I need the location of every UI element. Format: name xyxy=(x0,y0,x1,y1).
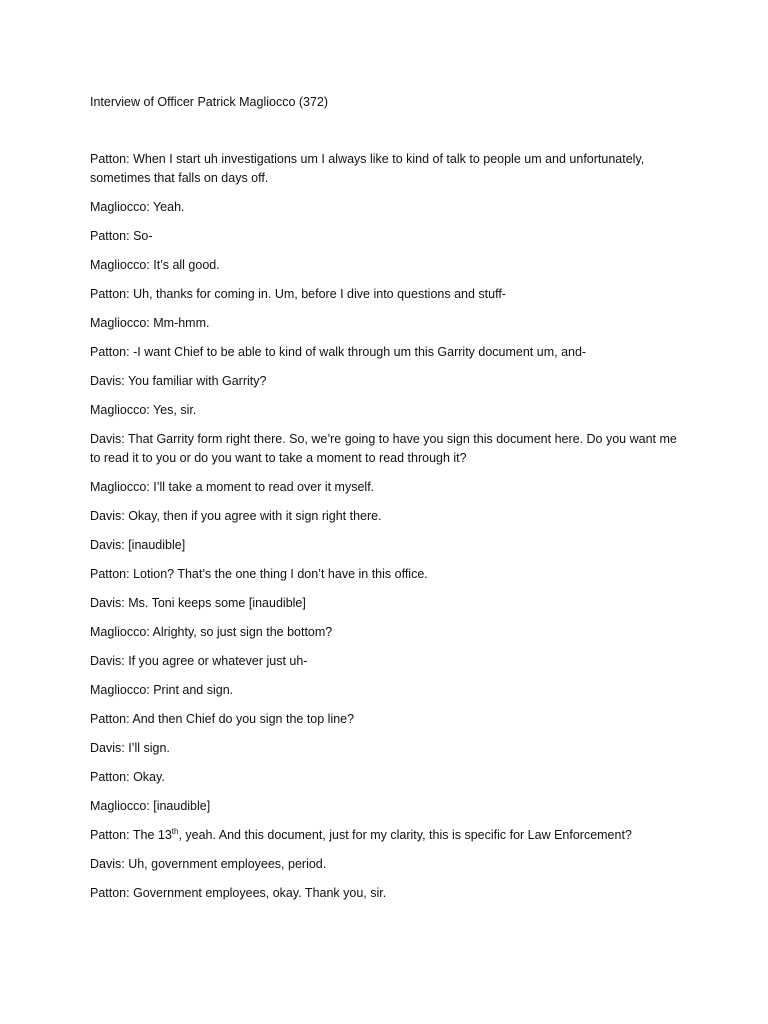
transcript-line: Magliocco: [inaudible] xyxy=(90,799,211,813)
transcript-line: Patton: When I start uh investigations um I always like to kind of talk to people um and unfortunately, sometimes that falls on days off. xyxy=(90,152,645,185)
transcript-line: Davis: I’ll sign. xyxy=(90,741,170,755)
transcript-line: Davis: Ms. Toni keeps some [inaudible] xyxy=(90,596,306,610)
transcript-line: Magliocco: Print and sign. xyxy=(90,683,234,697)
transcript-line: Davis: Okay, then if you agree with it sign right there. xyxy=(90,509,382,523)
ordinal-superscript: th xyxy=(171,826,179,836)
transcript-line: Davis: [inaudible] xyxy=(90,538,186,552)
transcript-line: Davis: Uh, government employees, period. xyxy=(90,857,327,871)
transcript-body xyxy=(90,93,690,913)
line-text-before: Patton: The 13 xyxy=(90,828,172,842)
transcript-line: Patton: Okay. xyxy=(90,770,165,784)
transcript-line: Patton: Uh, thanks for coming in. Um, before I dive into questions and stuff- xyxy=(90,287,506,301)
transcript-line: Davis: You familiar with Garrity? xyxy=(90,374,267,388)
transcript-line: Patton: So- xyxy=(90,229,153,243)
transcript-line: Patton: And then Chief do you sign the top line? xyxy=(90,712,355,726)
transcript-line: Magliocco: Yes, sir. xyxy=(90,403,197,417)
transcript-line: Patton: Government employees, okay. Thank you, sir. xyxy=(90,886,387,900)
line-text-after: , yeah. And this document, just for my clarity, this is specific for Law Enforcement? xyxy=(178,828,632,842)
transcript-line: Patton: Lotion? That’s the one thing I don’t have in this office. xyxy=(90,567,428,581)
transcript-line: Magliocco: It’s all good. xyxy=(90,258,220,272)
document-title: Interview of Officer Patrick Magliocco (372) xyxy=(90,95,329,109)
transcript-line: Patton: -I want Chief to be able to kind of walk through um this Garrity document um, and- xyxy=(90,345,587,359)
transcript-line: Davis: That Garrity form right there. So, we’re going to have you sign this document here. Do you want me to read it to you or do you want to take a moment to read through it? xyxy=(90,432,677,465)
transcript-line: Magliocco: Alrighty, so just sign the bottom? xyxy=(90,625,333,639)
transcript-line xyxy=(90,826,690,845)
transcript-line: Magliocco: Yeah. xyxy=(90,200,185,214)
transcript-line: Magliocco: Mm-hmm. xyxy=(90,316,210,330)
transcript-line: Davis: If you agree or whatever just uh- xyxy=(90,654,308,668)
transcript-line: Magliocco: I’ll take a moment to read over it myself. xyxy=(90,480,375,494)
